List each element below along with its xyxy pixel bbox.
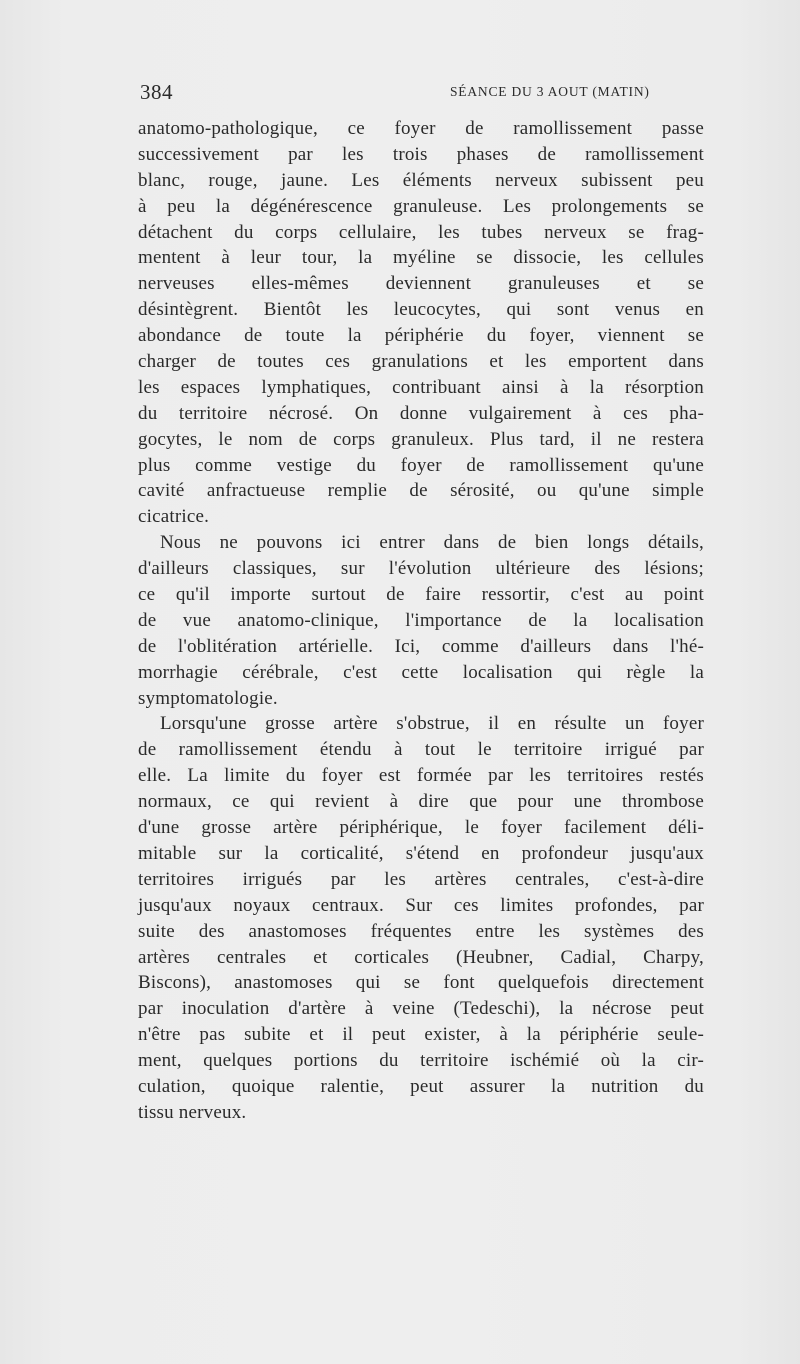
page-header — [140, 80, 700, 106]
text-line: normaux, ce qui revient à dire que pour une thrombose — [138, 791, 704, 813]
text-line: mitable sur la corticalité, s'étend en profondeur jusqu'aux — [138, 842, 704, 864]
running-head: SÉANCE DU 3 AOUT (MATIN) — [450, 84, 650, 99]
text-line: de ramollissement étendu à tout le territoire irrigué par — [138, 739, 704, 761]
text-line: cicatrice. — [138, 506, 210, 528]
text-line: n'être pas subite et il peut exister, à la périphérie seule- — [138, 1024, 704, 1046]
body-text — [138, 116, 704, 1126]
text-line: successivement par les trois phases de ramollissement — [138, 143, 704, 165]
text-line: blanc, rouge, jaune. Les éléments nerveux subissent peu — [138, 169, 704, 191]
text-line: de l'oblitération artérielle. Ici, comme d'ailleurs dans l'hé- — [138, 635, 704, 657]
text-line: gocytes, le nom de corps granuleux. Plus tard, il ne restera — [138, 428, 704, 450]
text-line: cavité anfractueuse remplie de sérosité, ou qu'une simple — [138, 480, 704, 502]
text-line: du territoire nécrosé. On donne vulgairement à ces pha- — [138, 402, 704, 424]
text-line: suite des anastomoses fréquentes entre les systèmes des — [138, 920, 704, 942]
text-line: détachent du corps cellulaire, les tubes nerveux se frag- — [138, 221, 704, 243]
text-line: d'ailleurs classiques, sur l'évolution ultérieure des lésions; — [138, 558, 704, 580]
text-line: culation, quoique ralentie, peut assurer la nutrition du — [138, 1075, 704, 1097]
page-number: 384 — [140, 80, 173, 104]
text-line: artères centrales et corticales (Heubner, Cadial, Charpy, — [138, 946, 704, 968]
text-line: Lorsqu'une grosse artère s'obstrue, il en résulte un foyer — [160, 713, 704, 735]
text-line: désintègrent. Bientôt les leucocytes, qui sont venus en — [138, 299, 704, 321]
text-line: tissu nerveux. — [138, 1101, 247, 1123]
text-line: mentent à leur tour, la myéline se dissocie, les cellules — [138, 247, 704, 269]
text-line: par inoculation d'artère à veine (Tedeschi), la nécrose peut — [138, 998, 704, 1020]
text-line: symptomatologie. — [138, 687, 278, 709]
text-line: anatomo-pathologique, ce foyer de ramollissement passe — [138, 118, 704, 139]
text-line: morrhagie cérébrale, c'est cette localisation qui règle la — [138, 661, 704, 683]
text-line: Nous ne pouvons ici entrer dans de bien longs détails, — [160, 532, 704, 554]
text-line: charger de toutes ces granulations et les emportent dans — [138, 351, 704, 373]
text-line: à peu la dégénérescence granuleuse. Les prolongements se — [138, 195, 704, 217]
text-line: les espaces lymphatiques, contribuant ainsi à la résorption — [138, 376, 704, 398]
text-line: jusqu'aux noyaux centraux. Sur ces limites profondes, par — [138, 894, 704, 916]
text-line: nerveuses elles-mêmes deviennent granuleuses et se — [138, 273, 704, 295]
text-line: d'une grosse artère périphérique, le foyer facilement déli- — [138, 817, 704, 839]
text-line: de vue anatomo-clinique, l'importance de la localisation — [138, 609, 704, 631]
text-line: ment, quelques portions du territoire ischémié où la cir- — [138, 1050, 704, 1072]
text-line: elle. La limite du foyer est formée par les territoires restés — [138, 765, 704, 787]
text-line: Biscons), anastomoses qui se font quelquefois directement — [138, 972, 704, 994]
text-line: ce qu'il importe surtout de faire ressortir, c'est au point — [138, 584, 704, 606]
text-line: territoires irrigués par les artères centrales, c'est-à-dire — [138, 868, 704, 890]
text-line: plus comme vestige du foyer de ramollissement qu'une — [138, 454, 704, 476]
text-line: abondance de toute la périphérie du foyer, viennent se — [138, 325, 704, 347]
